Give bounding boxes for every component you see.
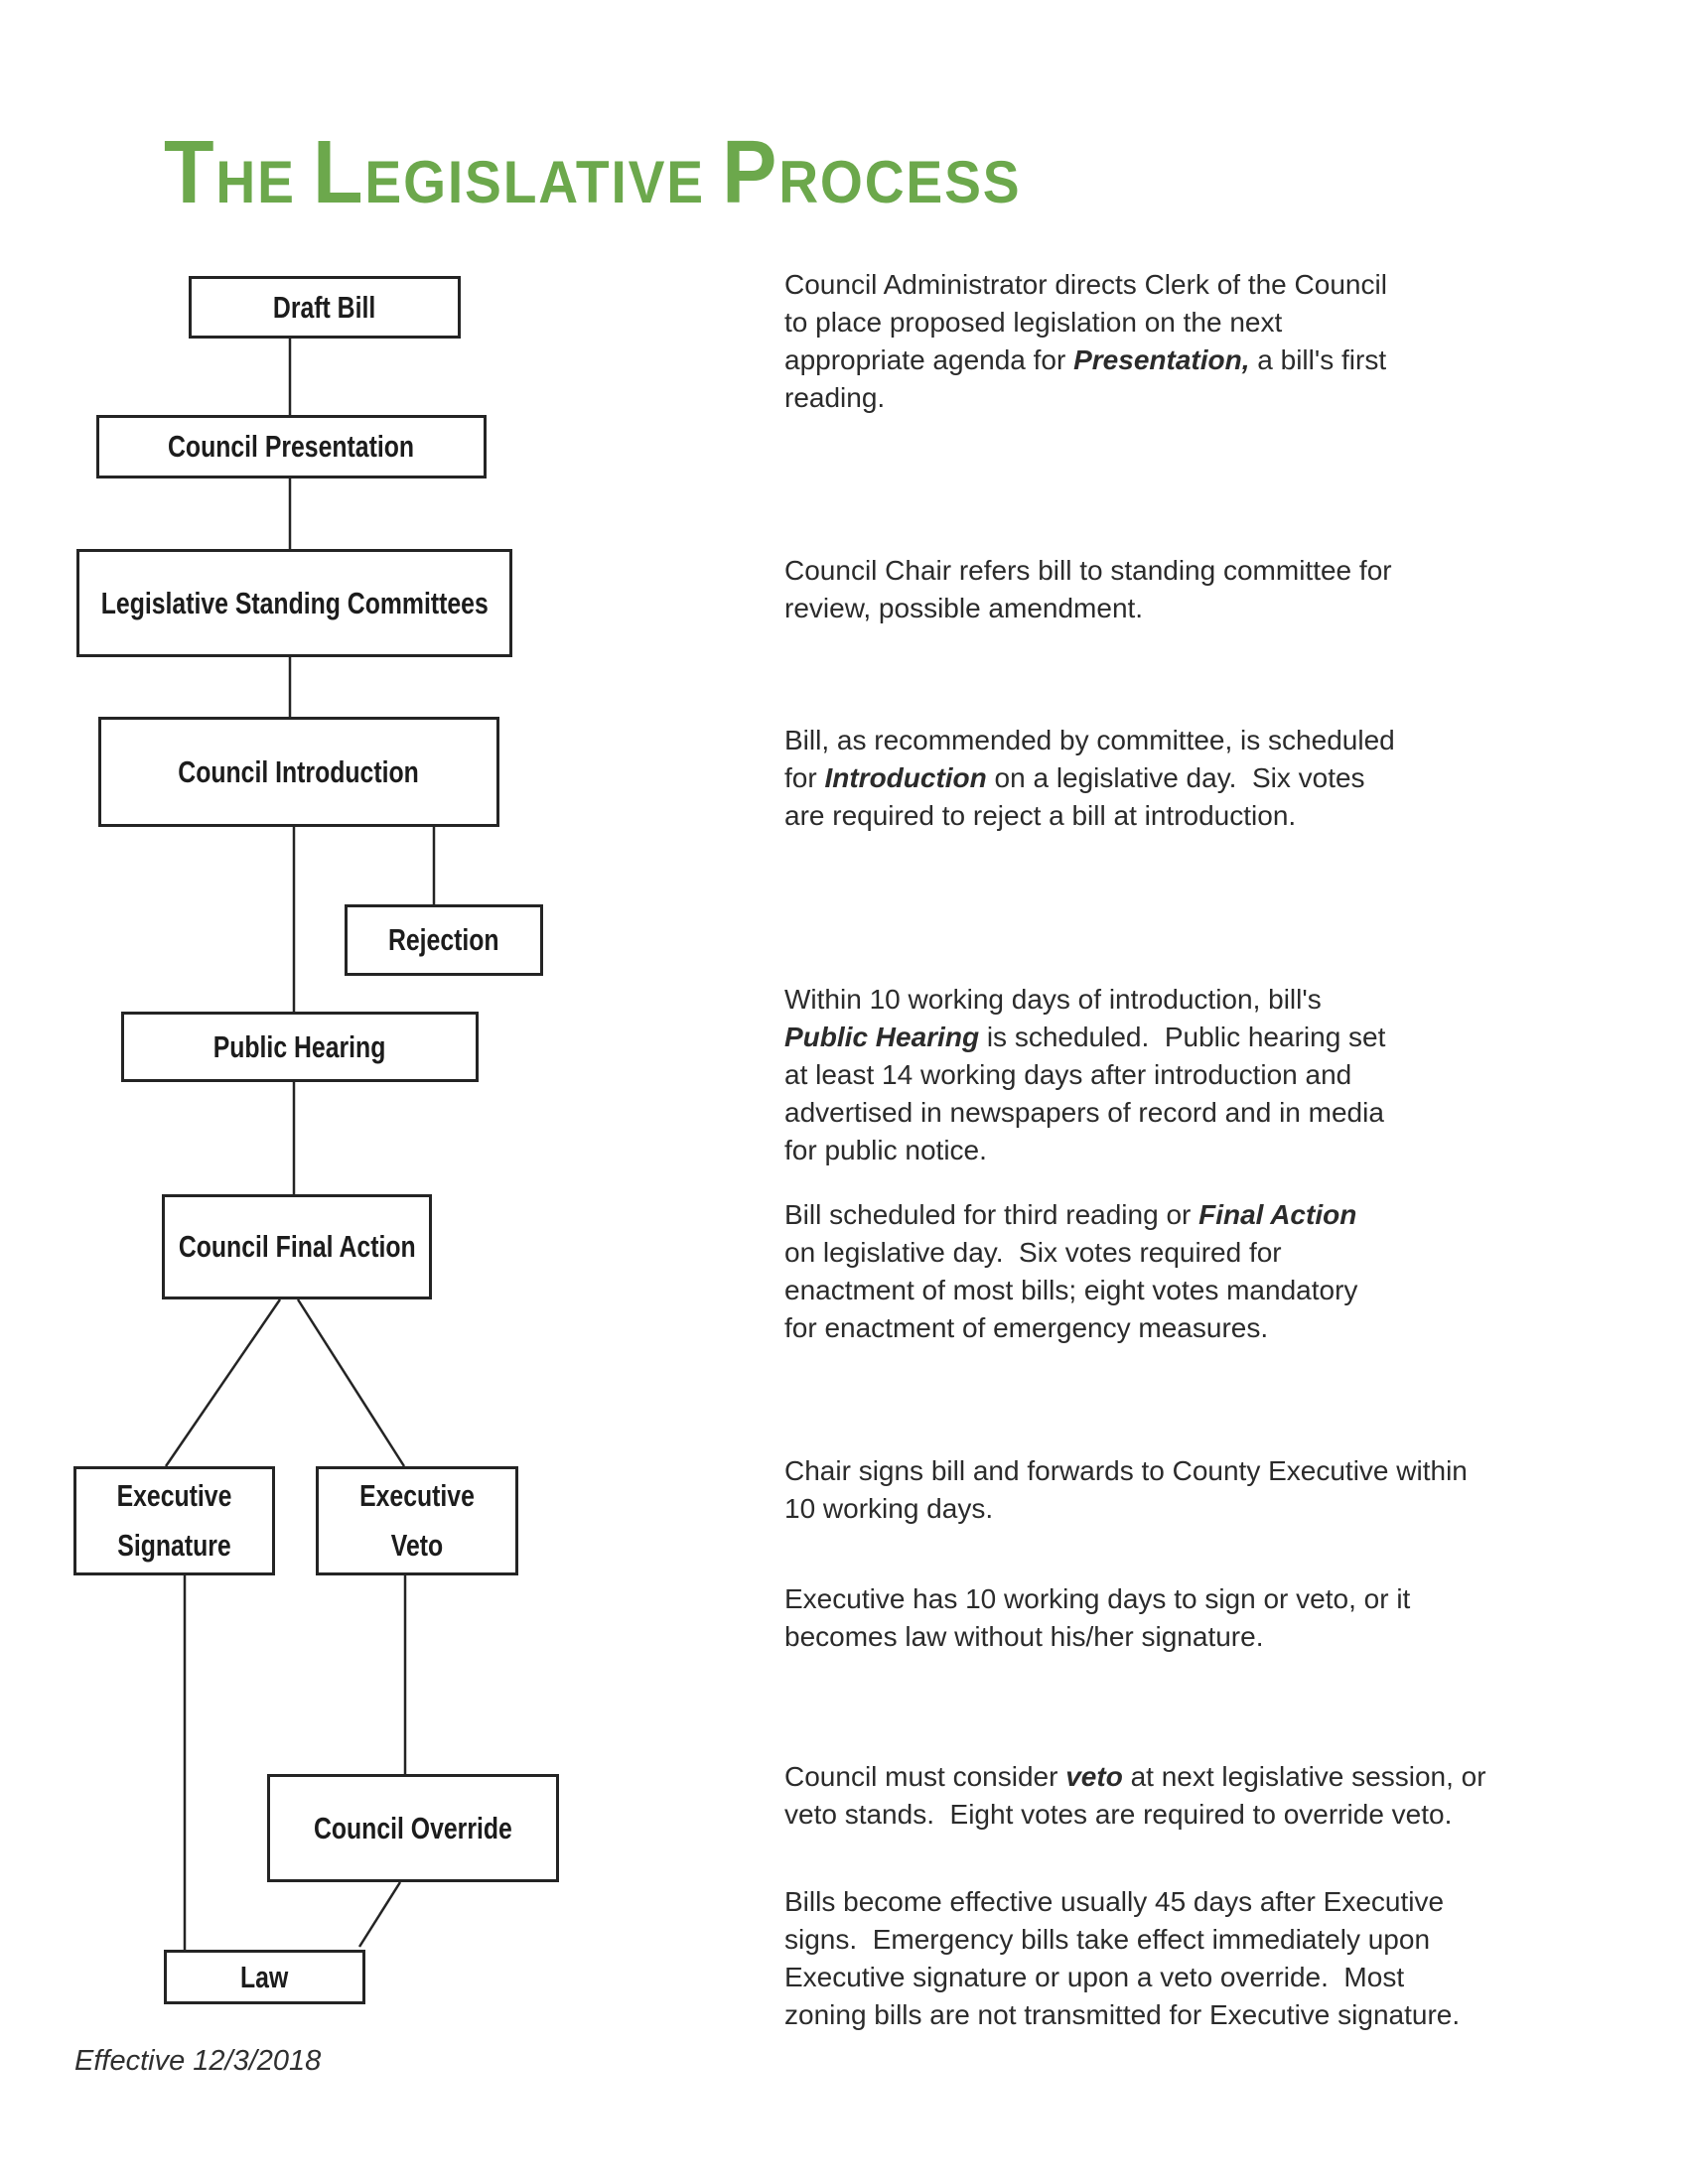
flow-box-council-presentation [96, 415, 487, 478]
connector-finalaction-signature [166, 1299, 280, 1466]
flow-box-label: Legislative Standing Committees [100, 585, 489, 620]
final-action-description: Bill scheduled for third reading or Final Action on legislative day. Six votes required for enactment of most bills; eight votes mandatory for enactment of emergency measures. [784, 1199, 1358, 1343]
flow-box-label: Executive Signature [116, 1478, 232, 1563]
flow-box-label: Council Introduction [178, 753, 420, 789]
flow-box-public-hearing [121, 1012, 479, 1082]
effectiveness-description: Bills become effective usually 45 days after Executive signs. Emergency bills take effect immediately upon Executive signature or upon a veto override. Most zoning bills are not transmitted for Executive signature. [784, 1886, 1461, 2030]
flow-box-council-override [267, 1774, 559, 1882]
executive-action-description: Executive has 10 working days to sign or veto, or it becomes law without his/her signature. [784, 1583, 1411, 1652]
connector-override-law [359, 1882, 400, 1947]
flow-box-label: Council Override [314, 1810, 512, 1845]
flow-box-label: Rejection [388, 922, 499, 958]
flow-box-executive-signature [73, 1466, 275, 1575]
flow-box-executive-veto [316, 1466, 518, 1575]
presentation-description: Council Administrator directs Clerk of the Council to place proposed legislation on the next appropriate agenda for Presentation, a bill's first reading. [784, 269, 1387, 413]
effective-date-note: Effective 12/3/2018 [74, 2045, 322, 2077]
flow-box-label: Council Presentation [168, 429, 415, 465]
connector-finalaction-veto [298, 1299, 404, 1466]
flow-box-draft-bill [189, 276, 461, 339]
veto-consideration-description: Council must consider veto at next legislative session, or veto stands. Eight votes are required to override veto. [784, 1761, 1486, 1830]
flow-box-law [164, 1950, 365, 2004]
flow-box-council-introduction [98, 717, 499, 827]
flow-box-council-final-action [162, 1194, 432, 1299]
flow-box-label: Council Final Action [178, 1229, 416, 1265]
flow-box-legislative-standing-committees [76, 549, 512, 657]
page-title: THE LEGISLATIVE PROCESS [164, 123, 1022, 223]
flow-box-label: Law [240, 1959, 289, 1994]
flow-box-label: Draft Bill [273, 289, 376, 325]
flow-box-label: Executive Veto [359, 1478, 475, 1563]
flow-box-rejection [345, 904, 543, 976]
committee-referral-description: Council Chair refers bill to standing committee for review, possible amendment. [784, 555, 1392, 623]
public-hearing-description: Within 10 working days of introduction, bill's Public Hearing is scheduled. Public hearing set at least 14 working days after introduction and advertised in newspapers of record and in media for public notice. [784, 984, 1386, 1165]
chair-signature-description: Chair signs bill and forwards to County Executive within 10 working days. [784, 1455, 1468, 1524]
flow-box-label: Public Hearing [213, 1028, 386, 1064]
introduction-description: Bill, as recommended by committee, is scheduled for Introduction on a legislative day. Six votes are required to reject a bill at introduction. [784, 725, 1395, 831]
